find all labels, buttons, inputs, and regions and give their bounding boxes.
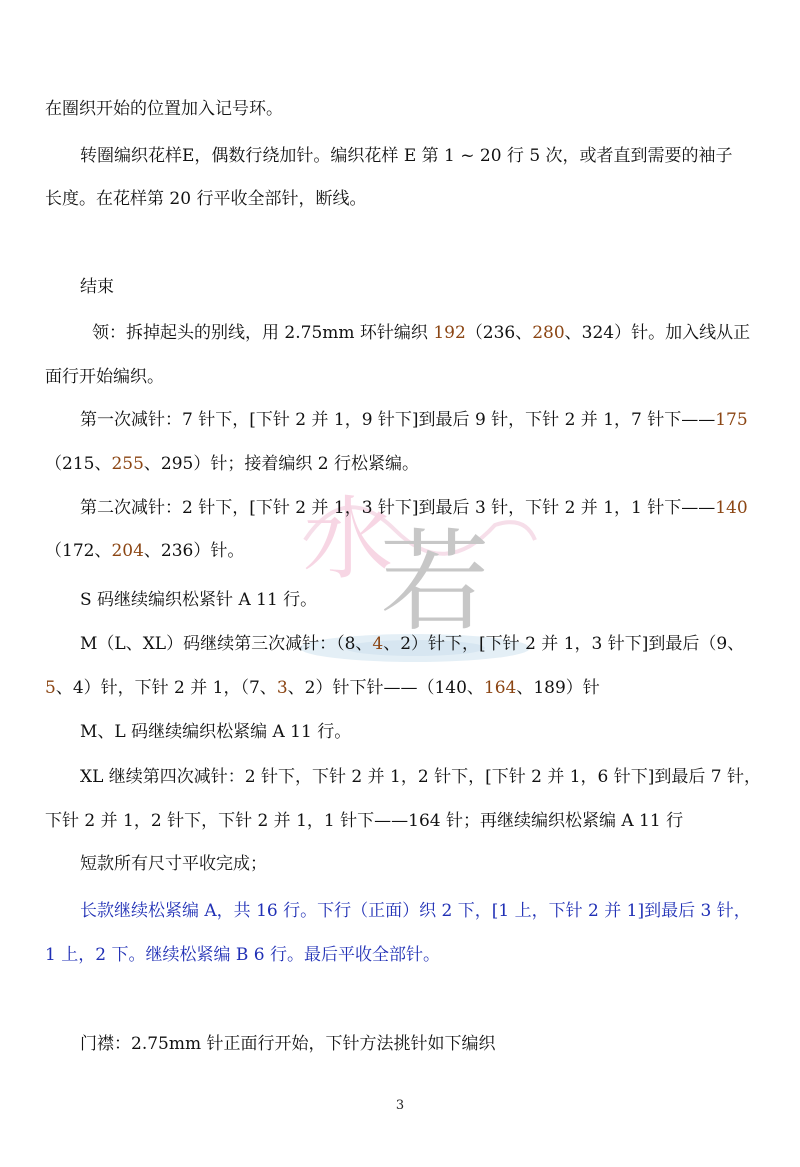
- text-line: XL 继续第四次减针：2 针下，下针 2 并 1，2 针下，[下针 2 并 1，6 针下]到最后 7 针，: [80, 767, 762, 787]
- highlight-number: 255: [111, 454, 144, 474]
- text-span: 第一次减针：7 针下，[下针 2 并 1，9 针下]到最后 9 针，下针 2 并 1，7 针下——: [80, 410, 716, 430]
- text-line: 短款所有尺寸平收完成；: [80, 854, 267, 874]
- highlight-number: 5: [45, 678, 56, 698]
- text-line: 下针 2 并 1，2 针下，下针 2 并 1，1 针下——164 针；再继续编织松紧编 A 11 行: [45, 811, 684, 831]
- text-line: M、L 码继续编织松紧编 A 11 行。: [80, 722, 352, 742]
- highlight-number: 280: [532, 323, 565, 343]
- text-span: （172、: [45, 541, 112, 561]
- highlight-number: 164: [483, 678, 517, 698]
- text-span: 领：拆掉起头的别线，用 2.75mm 环针编织: [92, 323, 434, 343]
- text-span: 、4）针，下针 2 并 1，（7、: [55, 678, 277, 698]
- text-line: 门襟：2.75mm 针正面行开始，下针方法挑针如下编织: [80, 1034, 496, 1054]
- decrease-3-line-2: [45, 677, 600, 699]
- decrease-3-line: [80, 633, 744, 655]
- text-line: 在圈织开始的位置加入记号环。: [45, 99, 283, 119]
- decrease-2-line: [80, 497, 748, 519]
- text-span: 第二次减针：2 针下，[下针 2 并 1，3 针下]到最后 3 针，下针 2 并 1，1 针下——: [80, 498, 716, 518]
- text-line: S 码继续编织松紧针 A 11 行。: [80, 590, 318, 610]
- text-line: 长度。在花样第 20 行平收全部针，断线。: [45, 189, 367, 209]
- text-span: 、295）针；接着编织 2 行松紧编。: [143, 454, 419, 474]
- decrease-1-line-2: [45, 453, 419, 475]
- text-span: 、2）针下，[下针 2 并 1，3 针下]到最后（9、: [383, 634, 745, 654]
- watermark-char-2: 若: [380, 518, 490, 646]
- page-number: 3: [395, 1098, 405, 1113]
- highlight-number: 4: [372, 634, 384, 654]
- watermark-char-1: 水: [303, 487, 393, 592]
- decrease-2-line-2: [45, 540, 244, 562]
- highlight-number: 3: [276, 678, 288, 698]
- text-line: 面行开始编织。: [45, 367, 164, 387]
- long-version-line-2: 1 上，2 下。继续松紧编 B 6 行。最后平收全部针。: [45, 945, 440, 965]
- collar-line: [92, 322, 750, 344]
- long-version-line: 长款继续松紧编 A，共 16 行。下行（正面）织 2 下，[1 上，下针 2 并 1]到最后 3 针，: [80, 901, 751, 921]
- text-span: 、236）针。: [143, 541, 245, 561]
- text-span: （236、: [465, 323, 533, 343]
- text-span: 、189）针: [516, 678, 600, 698]
- highlight-number: 192: [433, 323, 466, 343]
- text-span: M（L、XL）码继续第三次减针：（8、: [80, 634, 373, 654]
- text-line: 转圈编织花样E，偶数行绕加针。编织花样 E 第 1 ~ 20 行 5 次，或者直到需要的袖子: [80, 146, 733, 166]
- text-span: 、2）针下针——（140、: [287, 678, 484, 698]
- text-span: 、324）针。加入线从正: [564, 323, 751, 343]
- section-heading-end: 结束: [80, 277, 114, 297]
- highlight-number: 140: [715, 498, 748, 518]
- text-span: （215、: [45, 454, 112, 474]
- highlight-number: 204: [111, 541, 144, 561]
- highlight-number: 175: [715, 410, 748, 430]
- decrease-1-line: [80, 409, 748, 431]
